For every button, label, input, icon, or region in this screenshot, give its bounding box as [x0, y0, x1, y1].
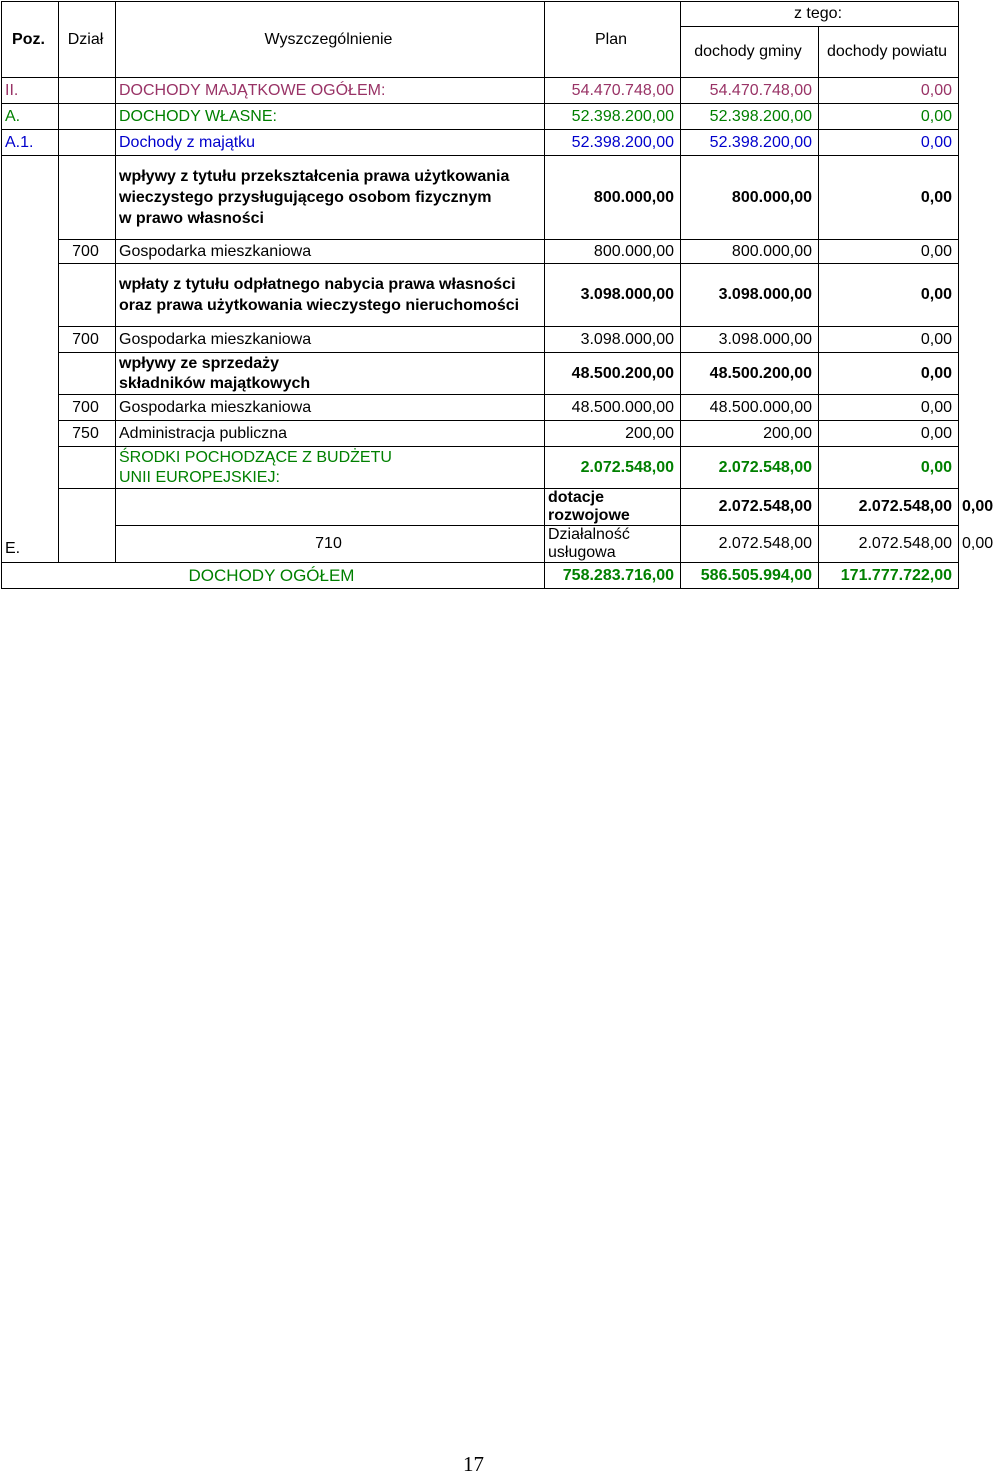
- row-dzial: [59, 156, 116, 240]
- header-z-tego: z tego:: [681, 2, 959, 27]
- row-plan: 54.470.748,00: [545, 78, 681, 104]
- row-gminy: 800.000,00: [681, 240, 819, 264]
- row-plan: 2.072.548,00: [545, 447, 681, 489]
- total-row: [2, 563, 959, 589]
- row-name: dotacje rozwojowe: [545, 489, 681, 526]
- row-gminy: 52.398.200,00: [681, 130, 819, 156]
- row-name: Działalność usługowa: [545, 526, 681, 563]
- row-powiatu: 0,00: [819, 104, 959, 130]
- row-poz: II.: [2, 78, 59, 104]
- header-poz: Poz.: [2, 2, 59, 78]
- row-dzial: [59, 264, 116, 327]
- total-plan: 758.283.716,00: [545, 563, 681, 589]
- row-gminy: 2.072.548,00: [681, 447, 819, 489]
- row-poz: A.: [2, 104, 59, 130]
- row-powiatu: 0,00: [819, 264, 959, 327]
- row-poz: [59, 489, 116, 563]
- row-name: Gospodarka mieszkaniowa: [116, 327, 545, 353]
- row-dzial: [59, 130, 116, 156]
- row-name: ŚRODKI POCHODZĄCE Z BUDŻETU UNII EUROPEJSKIEJ:: [116, 447, 545, 489]
- header-wyszczegolnienie: Wyszczególnienie: [116, 2, 545, 78]
- header-dochody-powiatu: dochody powiatu: [819, 27, 959, 78]
- row-powiatu: 0,00: [819, 327, 959, 353]
- row-plan: 2.072.548,00: [681, 526, 819, 563]
- table-row: [2, 421, 959, 447]
- row-dzial: [59, 104, 116, 130]
- row-dzial: 700: [59, 395, 116, 421]
- row-dzial: [59, 447, 116, 489]
- row-gminy: 48.500.200,00: [681, 353, 819, 395]
- row-plan: 2.072.548,00: [681, 489, 819, 526]
- row-plan: 52.398.200,00: [545, 130, 681, 156]
- row-dzial: 700: [59, 240, 116, 264]
- row-name: DOCHODY WŁASNE:: [116, 104, 545, 130]
- row-dzial: 750: [59, 421, 116, 447]
- row-plan: 3.098.000,00: [545, 264, 681, 327]
- table-row: [2, 78, 959, 104]
- table-row: [2, 353, 959, 395]
- row-plan: 800.000,00: [545, 240, 681, 264]
- row-gminy: 2.072.548,00: [819, 526, 959, 563]
- row-name: Dochody z majątku: [116, 130, 545, 156]
- table-row: [2, 327, 959, 353]
- row-name: Gospodarka mieszkaniowa: [116, 240, 545, 264]
- row-powiatu: 0,00: [819, 353, 959, 395]
- row-name: DOCHODY MAJĄTKOWE OGÓŁEM:: [116, 78, 545, 104]
- table-row: [2, 264, 959, 327]
- row-name: Administracja publiczna: [116, 421, 545, 447]
- row-name: wpłaty z tytułu odpłatnego nabycia prawa własności oraz prawa użytkowania wieczystego nieruchomości: [116, 264, 545, 327]
- row-powiatu: 0,00: [819, 130, 959, 156]
- total-label: DOCHODY OGÓŁEM: [2, 563, 545, 589]
- row-gminy: 3.098.000,00: [681, 264, 819, 327]
- table-row: [2, 240, 959, 264]
- row-powiatu: 0,00: [819, 240, 959, 264]
- row-gminy: 3.098.000,00: [681, 327, 819, 353]
- row-powiatu: 0,00: [819, 395, 959, 421]
- row-poz-e: E.: [5, 540, 21, 557]
- header-dzial: Dział: [59, 2, 116, 78]
- row-powiatu: 0,00: [819, 78, 959, 104]
- row-powiatu: 0,00: [819, 447, 959, 489]
- row-plan: 3.098.000,00: [545, 327, 681, 353]
- row-poz: A.1.: [2, 130, 59, 156]
- row-plan: 800.000,00: [545, 156, 681, 240]
- row-gminy: 200,00: [681, 421, 819, 447]
- table-row: [2, 395, 959, 421]
- row-dzial: 700: [59, 327, 116, 353]
- header-plan: Plan: [545, 2, 681, 78]
- table-row: [2, 130, 959, 156]
- row-name: wpływy z tytułu przekształcenia prawa użytkowania wieczystego przysługującego osobom fizycznym w prawo własności: [116, 156, 545, 240]
- row-gminy: 54.470.748,00: [681, 78, 819, 104]
- row-plan: 52.398.200,00: [545, 104, 681, 130]
- income-table: [1, 1, 993, 589]
- table-row: [2, 104, 959, 130]
- row-plan: 48.500.200,00: [545, 353, 681, 395]
- row-powiatu: 0,00: [819, 421, 959, 447]
- row-dzial: [116, 489, 545, 526]
- header-dochody-gminy: dochody gminy: [681, 27, 819, 78]
- page-number: 17: [463, 1452, 484, 1476]
- row-name: Gospodarka mieszkaniowa: [116, 395, 545, 421]
- table-row: [2, 447, 959, 489]
- row-poz-merged: [2, 156, 59, 563]
- row-powiatu: 0,00: [819, 156, 959, 240]
- row-name: wpływy ze sprzedaży składników majątkowych: [116, 353, 545, 395]
- row-plan: 200,00: [545, 421, 681, 447]
- row-gminy: 800.000,00: [681, 156, 819, 240]
- row-gminy: 48.500.000,00: [681, 395, 819, 421]
- row-dzial: [59, 78, 116, 104]
- row-dzial: [59, 353, 116, 395]
- total-gminy: 586.505.994,00: [681, 563, 819, 589]
- table-row: dotacje rozwojowe 2.072.548,00 2.072.548,00 0,00: [2, 489, 959, 526]
- total-powiatu: 171.777.722,00: [819, 563, 959, 589]
- table-row: 710 Działalność usługowa 2.072.548,00 2.072.548,00 0,00: [2, 526, 959, 563]
- row-plan: 48.500.000,00: [545, 395, 681, 421]
- row-gminy: 2.072.548,00: [819, 489, 959, 526]
- row-gminy: 52.398.200,00: [681, 104, 819, 130]
- table-row: [2, 156, 959, 240]
- row-dzial: 710: [116, 526, 545, 563]
